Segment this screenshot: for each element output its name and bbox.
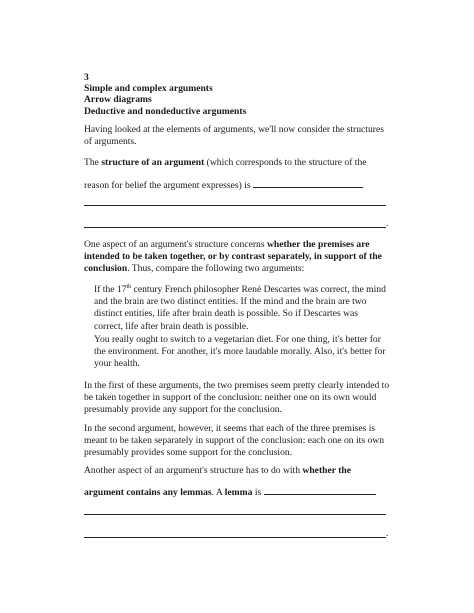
aspect1-pre: One aspect of an argument's structure concerns — [84, 239, 267, 250]
lemma-answer-line-2[interactable] — [84, 514, 386, 515]
section-heading — [84, 72, 390, 117]
lemma-answer-line-3[interactable] — [84, 537, 386, 538]
structure-definition-line-1 — [84, 157, 390, 169]
heading-line-2: Arrow diagrams — [84, 94, 152, 106]
structure-definition-line-2 — [84, 180, 390, 192]
aspect-two-line-1 — [84, 465, 390, 477]
heading-line-1: Simple and complex arguments — [84, 83, 213, 95]
first-argument-analysis: In the first of these arguments, the two premises seem pretty clearly intended to be taken together in support of the conclusion: neither one on its own would presumably provide any support for the conclusion. — [84, 380, 390, 416]
argument-one — [94, 284, 388, 333]
aspect-one-paragraph — [84, 239, 390, 276]
lemma-end-mark: . — [386, 528, 389, 539]
structure-post-text: (which corresponds to the structure of the — [204, 157, 367, 168]
aspect1-post: . Thus, compare the following two arguments: — [127, 263, 305, 275]
aspect1-bold: whether the premises are intended to be taken together, or by contrast separately, in support of the conclusion — [84, 239, 382, 275]
lemma-term: lemma — [224, 487, 253, 498]
aspect-two-line-2 — [84, 487, 390, 499]
structure-pre-text: The — [84, 157, 102, 168]
structure-term: structure of an argument — [101, 157, 205, 168]
argument-two: You really ought to switch to a vegetarian diet. For one thing, it's better for the environment. For another, it's more laudable morally. Also, it's better for your health. — [94, 334, 386, 370]
aspect2-post: is — [252, 487, 264, 498]
lemma-answer-blank[interactable] — [264, 493, 376, 495]
structure-answer-line-2[interactable] — [84, 205, 386, 206]
structure-answer-line-3[interactable] — [84, 227, 386, 228]
second-argument-analysis: In the second argument, however, it seems that each of the three premises is meant to be taken separately in support of the conclusion: each one on its own presumably provides some support for the conclusion. — [84, 423, 384, 459]
section-number: 3 — [84, 72, 89, 83]
argument1-pre: If the 17 — [94, 284, 127, 295]
structure-line2-text: reason for belief the argument expresses) is — [84, 180, 253, 191]
argument1-superscript: th — [126, 283, 132, 290]
aspect2-pre: Another aspect of an argument's structure has to do with — [84, 465, 303, 476]
structure-end-mark: . — [386, 218, 389, 229]
argument1-post: century French philosopher René Descartes was correct, the mind and the brain are two distinct entities. If the mind and the brain are two distinct entities, life after brain death is possible. So if Descartes was correct, life after brain death is possible. — [94, 284, 386, 332]
aspect2-bold1: whether the — [302, 465, 352, 476]
aspect2-mid: . A — [211, 487, 225, 498]
heading-line-3: Deductive and nondeductive arguments — [84, 105, 247, 117]
aspect2-bold2: argument contains any lemmas — [84, 487, 212, 498]
intro-paragraph: Having looked at the elements of arguments, we'll now consider the structures of arguments. — [84, 124, 384, 148]
structure-answer-blank[interactable] — [253, 186, 363, 188]
